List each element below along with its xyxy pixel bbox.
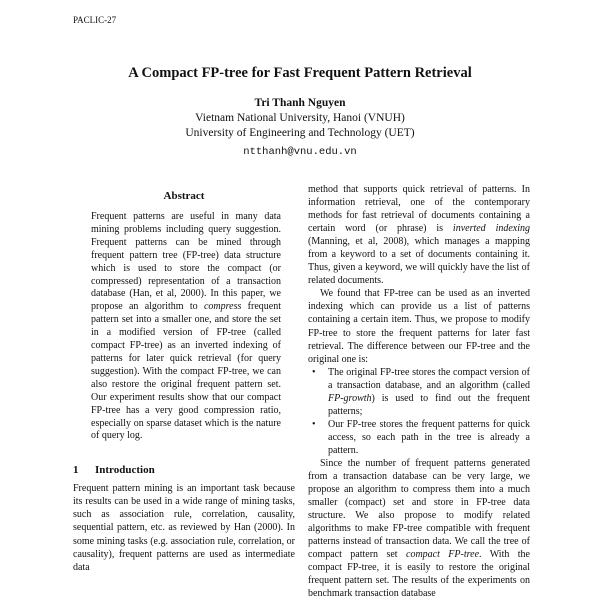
paragraph-1-part-b: (Manning, et al, 2008), which manages a mapping from a keyword to a set of documents containing it. Thus, given a keyword, we will quickly have the list of related documents. xyxy=(308,236,530,287)
paragraph-1-emphasis: inverted indexing xyxy=(452,223,530,235)
bullet-1-part-b: ) is used to find out the frequent patterns; xyxy=(328,392,530,417)
abstract-text-part-2: frequent pattern set into a smaller one, and store the set in a modified version of FP-tree (called compact FP-tree) as an inverted indexing of patterns for later quick retrieval (for query suggestion). With the compact FP-tree, we can also restore the original frequent pattern set. Our experiment results show that our compact FP-tree has a very good compression ratio, especially on sparse dataset which is the nature of query log. xyxy=(91,301,281,442)
paragraph-3-emphasis: compact FP-tree xyxy=(406,549,480,561)
bullet-marker: • xyxy=(312,418,316,430)
paragraph-3-part-b: . With the compact FP-tree, it is easily to restore the original frequent pattern set. The results of the experiments on benchmark transaction database xyxy=(308,549,530,600)
bullet-2-text: Our FP-tree stores the frequent patterns for quick access, so each path in the tree is already a pattern. xyxy=(328,418,530,456)
paragraph-3-part-a: Since the number of frequent patterns generated from a transaction database can be very large, we propose an algorithm to compress them into a much smaller (compact) set and store in FP-tree data structure. We also propose to modify related algorithms to make FP-tree compatible with frequent patterns instead of transaction data. We call the tree of compact pattern set xyxy=(308,457,530,561)
conference-label: PACLIC-27 xyxy=(73,15,117,25)
left-column xyxy=(73,190,295,574)
right-paragraph-3 xyxy=(308,457,530,601)
author-name: Tri Thanh Nguyen xyxy=(254,97,346,109)
author-email: ntthanh@vnu.edu.vn xyxy=(243,146,357,158)
right-paragraph-1 xyxy=(308,183,530,287)
right-column xyxy=(308,183,530,601)
bullet-item xyxy=(308,418,530,457)
bullet-marker: • xyxy=(312,366,316,378)
bullet-list xyxy=(308,366,530,457)
affiliation-1: Vietnam National University, Hanoi (VNUH) xyxy=(195,112,405,124)
paper-title: A Compact FP-tree for Fast Frequent Pattern Retrieval xyxy=(128,65,472,81)
abstract-text-part-1: Frequent patterns are useful in many data mining problems including query suggestion. Frequent patterns can be mined through frequent pattern tree (FP-tree) data structure which is used to store the compact (or compressed) representation of a transaction database (Han, et al, 2000). In this paper, we propose an algorithm to xyxy=(91,211,281,313)
abstract-heading: Abstract xyxy=(163,190,205,202)
affiliation-2: University of Engineering and Technology (UET) xyxy=(185,127,415,139)
bullet-1-emphasis: FP-growth xyxy=(328,392,372,404)
abstract-emphasis: compress xyxy=(203,301,242,313)
abstract-text xyxy=(91,211,281,443)
introduction-paragraph: Frequent pattern mining is an important task because its results can be used in a wide range of mining tasks, such as association rule, correlation, causality, sequential pattern, etc. as reviewed by Han (2000). In some mining tasks (e.g. association rule, correlation, or causality), frequent patterns are used as intermediate data xyxy=(73,483,295,573)
author-block xyxy=(0,96,600,160)
bullet-1-part-a: The original FP-tree stores the compact version of a transaction database, and an algorithm (called xyxy=(328,366,530,391)
paragraph-1-part-a: method that supports quick retrieval of patterns. In information retrieval, one of the contemporary methods for fast retrieval of documents containing a certain word (or phrase) is xyxy=(308,184,530,235)
section-number: 1 xyxy=(73,464,79,477)
section-heading-introduction xyxy=(73,464,295,476)
bullet-item xyxy=(308,366,530,418)
section-title: Introduction xyxy=(95,464,155,477)
right-paragraph-2: We found that FP-tree can be used as an inverted indexing which can provide us a list of patterns containing a certain item. Thus, we propose to modify FP-tree to store the frequent patterns for later fast retrieval. The difference between our FP-tree and the original one is: xyxy=(308,288,530,365)
